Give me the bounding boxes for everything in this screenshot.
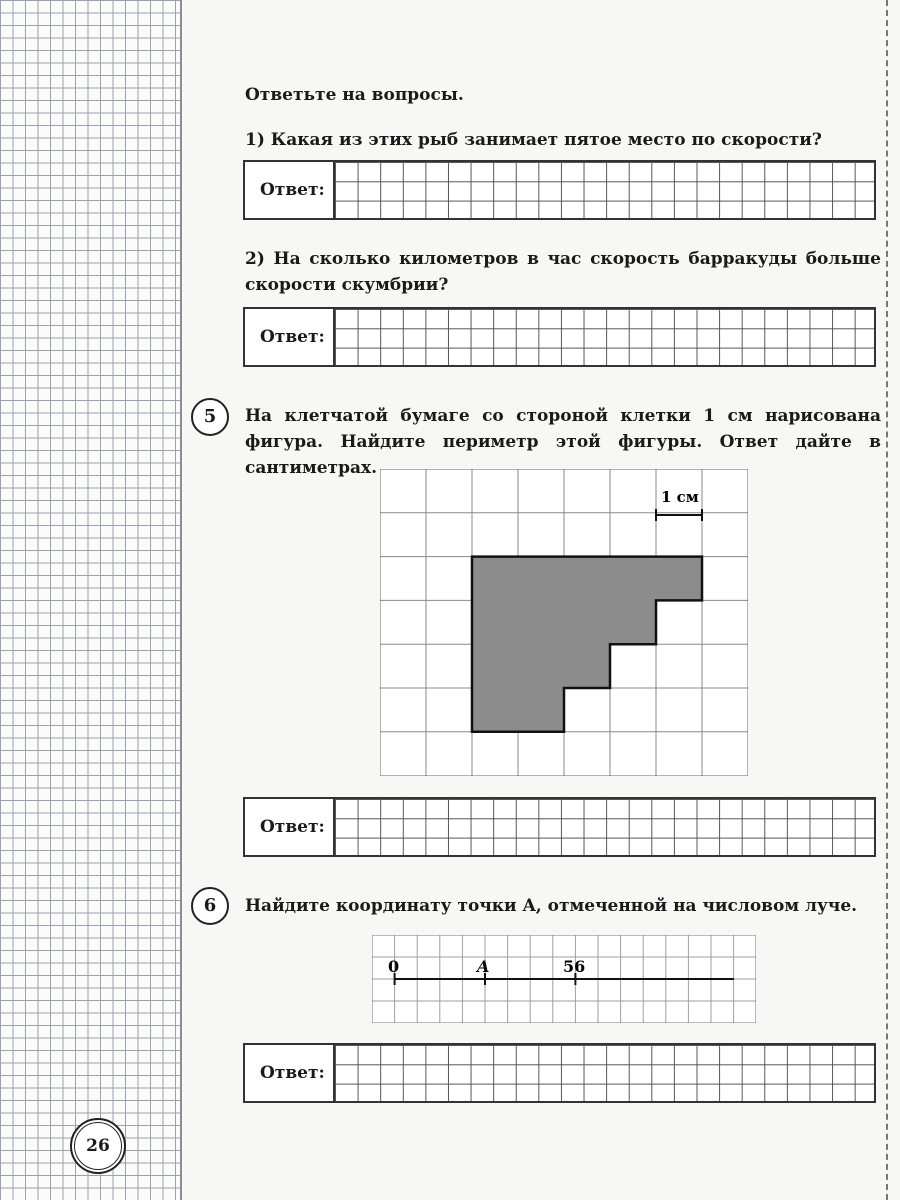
- answer-label: Ответ:: [260, 180, 325, 200]
- answer-cells[interactable]: [333, 799, 874, 855]
- answer-label: Ответ:: [260, 1063, 325, 1083]
- grid-figure: [380, 469, 748, 776]
- answer-box-q2[interactable]: [243, 307, 876, 367]
- answer-cells[interactable]: [333, 1045, 874, 1101]
- answer-label: Ответ:: [260, 327, 325, 347]
- task-number-5: 5: [191, 398, 229, 436]
- answer-label: Ответ:: [260, 817, 325, 837]
- answer-cells[interactable]: [333, 309, 874, 365]
- task-number-6: 6: [191, 887, 229, 925]
- answer-box-task6[interactable]: [243, 1043, 876, 1103]
- label-a: A: [477, 957, 490, 976]
- label-0: 0: [388, 957, 400, 976]
- margin-grid: [0, 0, 182, 1200]
- number-ray: [372, 935, 756, 1023]
- task-6-text: Найдите координату точки A, отмеченной на числовом луче.: [245, 896, 858, 916]
- question-2: 2) На сколько километров в час скорость барракуды больше скорости скумбрии?: [245, 249, 881, 295]
- answer-box-task5[interactable]: [243, 797, 876, 857]
- instruction: Ответьте на вопросы.: [245, 85, 464, 105]
- label-56: 56: [563, 957, 586, 976]
- task-5-text: На клетчатой бумаге со стороной клетки 1 см нарисована фигура. Найдите периметр этой фигуры. Ответ дайте в сантиметрах.: [245, 406, 881, 478]
- question-1: 1) Какая из этих рыб занимает пятое место по скорости?: [245, 130, 822, 150]
- page-number-badge: [70, 1118, 126, 1174]
- page-number: 26: [74, 1122, 122, 1170]
- scale-label: 1 см: [661, 488, 699, 506]
- cut-line: [886, 0, 888, 1200]
- answer-cells[interactable]: [333, 162, 874, 218]
- answer-box-q1[interactable]: [243, 160, 876, 220]
